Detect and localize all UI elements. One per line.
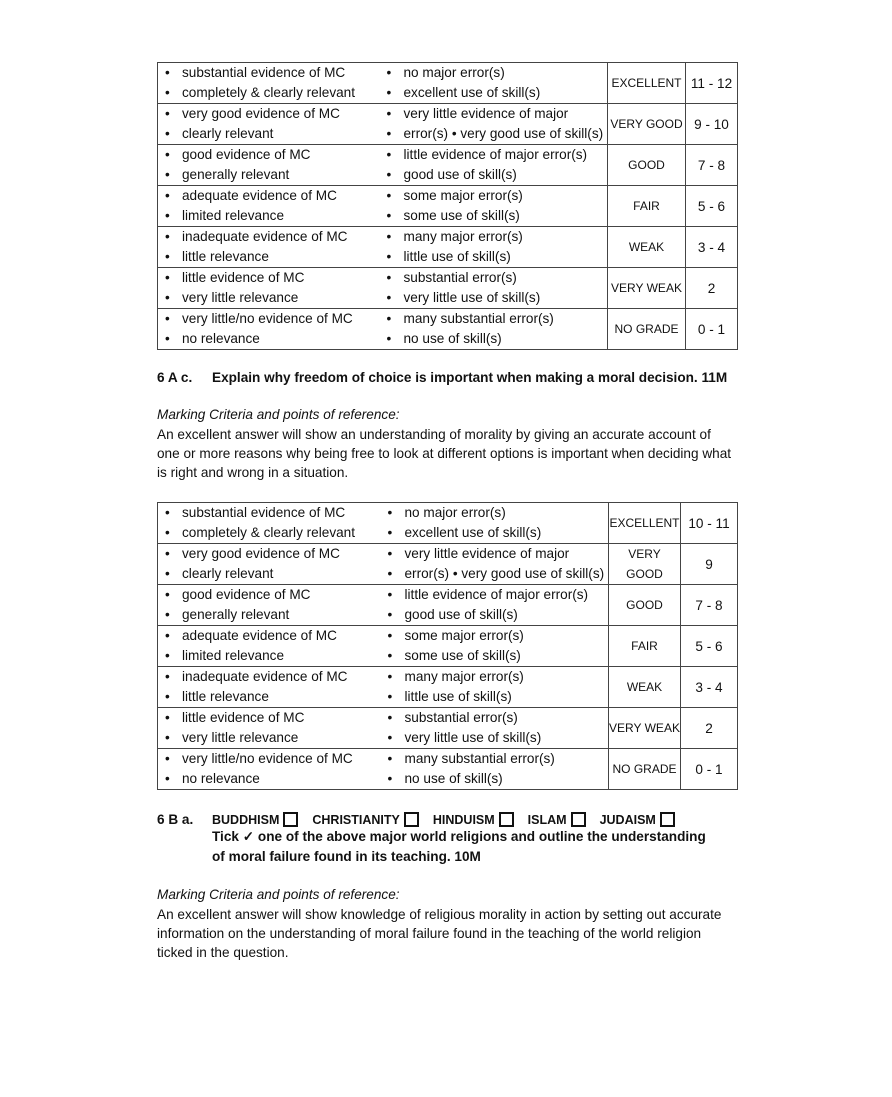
bullet-item: • completely & clearly relevant <box>158 523 381 543</box>
error-criteria-cell <box>380 227 608 268</box>
error-criteria-cell <box>381 544 609 585</box>
religion-label: HINDUISM <box>432 812 495 827</box>
bullet-item: • no relevance <box>158 329 380 349</box>
bullet-list <box>380 227 608 267</box>
bullet-item: • very little evidence of major <box>380 104 608 124</box>
bullet-item: • limited relevance <box>158 206 380 226</box>
mc-criteria-cell <box>158 503 381 544</box>
mc-criteria-cell <box>158 104 380 145</box>
mc-criteria-cell <box>158 309 380 350</box>
bullet-item: • many major error(s) <box>380 227 608 247</box>
bullet-item: • substantial evidence of MC <box>158 63 380 83</box>
religion-options <box>212 812 689 827</box>
bullet-item: • some use of skill(s) <box>381 646 609 666</box>
rubric-table-2-body <box>158 503 738 790</box>
bullet-item: • excellent use of skill(s) <box>381 523 609 543</box>
grade-cell: WEAK <box>608 227 686 268</box>
checkbox-icon[interactable] <box>283 812 298 827</box>
bullet-item: • inadequate evidence of MC <box>158 667 381 687</box>
bullet-item: • error(s) • very good use of skill(s) <box>381 564 609 584</box>
grade-cell: VERY WEAK <box>608 268 686 309</box>
error-criteria-cell <box>381 585 609 626</box>
bullet-list <box>381 626 609 666</box>
grade-cell: EXCELLENT <box>608 63 686 104</box>
bullet-item: • no major error(s) <box>381 503 609 523</box>
bullet-item: • some major error(s) <box>381 626 609 646</box>
bullet-item: • good use of skill(s) <box>380 165 608 185</box>
mark-range-cell: 11 - 12 <box>686 63 738 104</box>
mc-criteria-cell <box>158 186 380 227</box>
error-criteria-cell <box>381 503 609 544</box>
mc-criteria-cell <box>158 708 381 749</box>
bullet-list <box>158 104 380 144</box>
checkbox-icon[interactable] <box>660 812 675 827</box>
bullet-item: • very little use of skill(s) <box>380 288 608 308</box>
religion-option[interactable] <box>433 812 514 827</box>
mark-range-cell: 0 - 1 <box>686 309 738 350</box>
criteria-text: An excellent answer will show knowledge of religious morality in action by setting out accurate information on the understanding of moral failure found in the teaching of the world religion ticked in the question. <box>157 907 722 960</box>
mc-criteria-cell <box>158 145 380 186</box>
bullet-item: • adequate evidence of MC <box>158 186 380 206</box>
grade-cell: FAIR <box>609 626 681 667</box>
bullet-list <box>158 544 381 584</box>
bullet-list <box>380 63 608 103</box>
grade-cell: VERY GOOD <box>608 104 686 145</box>
bullet-item: • no relevance <box>158 769 381 789</box>
grade-cell: FAIR <box>608 186 686 227</box>
error-criteria-cell <box>381 667 609 708</box>
rubric-row <box>158 268 738 309</box>
error-criteria-cell <box>381 708 609 749</box>
religion-label: ISLAM <box>527 812 567 827</box>
bullet-item: • substantial evidence of MC <box>158 503 381 523</box>
rubric-row <box>158 63 738 104</box>
rubric-row <box>158 749 738 790</box>
bullet-list <box>381 585 609 625</box>
bullet-item: • very little relevance <box>158 288 380 308</box>
mark-range-cell: 3 - 4 <box>686 227 738 268</box>
religion-option[interactable] <box>600 812 675 827</box>
bullet-item: • very good evidence of MC <box>158 544 381 564</box>
bullet-item: • some major error(s) <box>380 186 608 206</box>
grade-cell: NO GRADE <box>608 309 686 350</box>
bullet-item: • completely & clearly relevant <box>158 83 380 103</box>
bullet-list <box>380 309 608 349</box>
bullet-list <box>381 544 609 584</box>
grade-cell: EXCELLENT <box>609 503 681 544</box>
mc-criteria-cell <box>158 667 381 708</box>
mark-range-cell: 10 - 11 <box>681 503 738 544</box>
bullet-list <box>158 585 381 625</box>
question-6ba-heading <box>157 812 737 827</box>
criteria-label: Marking Criteria and points of reference: <box>157 887 400 902</box>
bullet-list <box>380 186 608 226</box>
bullet-item: • clearly relevant <box>158 564 381 584</box>
bullet-item: • very little use of skill(s) <box>381 728 609 748</box>
bullet-item: • excellent use of skill(s) <box>380 83 608 103</box>
bullet-list <box>158 626 381 666</box>
bullet-item: • little evidence of major error(s) <box>380 145 608 165</box>
bullet-item: • inadequate evidence of MC <box>158 227 380 247</box>
bullet-item: • very little relevance <box>158 728 381 748</box>
criteria-label: Marking Criteria and points of reference: <box>157 407 400 422</box>
question-line-1: Tick ✓ one of the above major world religions and outline the understanding <box>212 829 706 844</box>
error-criteria-cell <box>381 626 609 667</box>
mc-criteria-cell <box>158 227 380 268</box>
bullet-item: • many major error(s) <box>381 667 609 687</box>
rubric-row <box>158 186 738 227</box>
rubric-row <box>158 503 738 544</box>
bullet-list <box>158 186 380 226</box>
question-number: 6 B a. <box>157 812 194 827</box>
question-text: Explain why freedom of choice is important when making a moral decision. 11M <box>212 370 728 385</box>
bullet-item: • generally relevant <box>158 165 380 185</box>
mark-range-cell: 5 - 6 <box>681 626 738 667</box>
bullet-item: • no use of skill(s) <box>381 769 609 789</box>
bullet-list <box>158 749 381 789</box>
marking-scheme-page <box>157 62 737 962</box>
grade-cell: VERY GOOD <box>609 544 681 585</box>
bullet-list <box>380 145 608 185</box>
mc-criteria-cell <box>158 749 381 790</box>
bullet-list <box>158 667 381 707</box>
bullet-item: • little use of skill(s) <box>380 247 608 267</box>
religion-option[interactable] <box>528 812 586 827</box>
bullet-item: • many substantial error(s) <box>380 309 608 329</box>
bullet-list <box>380 104 608 144</box>
bullet-list <box>158 145 380 185</box>
religion-label: BUDDHISM <box>212 812 280 827</box>
question-line-2: of moral failure found in its teaching. 10M <box>212 849 481 864</box>
error-criteria-cell <box>381 749 609 790</box>
mc-criteria-cell <box>158 63 380 104</box>
bullet-item: • no major error(s) <box>380 63 608 83</box>
bullet-item: • good evidence of MC <box>158 145 380 165</box>
bullet-list <box>381 708 609 748</box>
bullet-list <box>381 749 609 789</box>
bullet-list <box>158 227 380 267</box>
rubric-table-1-body <box>158 63 738 350</box>
error-criteria-cell <box>380 186 608 227</box>
rubric-row <box>158 585 738 626</box>
bullet-list <box>158 63 380 103</box>
rubric-row <box>158 667 738 708</box>
rubric-row <box>158 708 738 749</box>
rubric-row <box>158 227 738 268</box>
question-number: 6 A c. <box>157 370 193 385</box>
grade-cell: VERY WEAK <box>609 708 681 749</box>
error-criteria-cell <box>380 104 608 145</box>
bullet-list <box>158 268 380 308</box>
mark-range-cell: 2 <box>686 268 738 309</box>
bullet-item: • little relevance <box>158 247 380 267</box>
religion-label: JUDAISM <box>599 812 656 827</box>
bullet-list <box>380 268 608 308</box>
rubric-row <box>158 145 738 186</box>
grade-cell: GOOD <box>608 145 686 186</box>
bullet-item: • very little/no evidence of MC <box>158 309 380 329</box>
mc-criteria-cell <box>158 626 381 667</box>
bullet-item: • adequate evidence of MC <box>158 626 381 646</box>
mc-criteria-cell <box>158 268 380 309</box>
error-criteria-cell <box>380 63 608 104</box>
grade-cell: WEAK <box>609 667 681 708</box>
bullet-list <box>158 503 381 543</box>
bullet-item: • some use of skill(s) <box>380 206 608 226</box>
mark-range-cell: 3 - 4 <box>681 667 738 708</box>
checkbox-icon[interactable] <box>404 812 419 827</box>
bullet-list <box>158 309 380 349</box>
bullet-item: • no use of skill(s) <box>380 329 608 349</box>
question-6ba-text <box>157 827 737 867</box>
error-criteria-cell <box>380 268 608 309</box>
bullet-item: • generally relevant <box>158 605 381 625</box>
mark-range-cell: 7 - 8 <box>681 585 738 626</box>
bullet-item: • error(s) • very good use of skill(s) <box>380 124 608 144</box>
bullet-item: • good evidence of MC <box>158 585 381 605</box>
mc-criteria-cell <box>158 544 381 585</box>
rubric-row <box>158 309 738 350</box>
mark-range-cell: 9 - 10 <box>686 104 738 145</box>
rubric-row <box>158 544 738 585</box>
mark-range-cell: 0 - 1 <box>681 749 738 790</box>
grade-cell: GOOD <box>609 585 681 626</box>
mc-criteria-cell <box>158 585 381 626</box>
rubric-row <box>158 104 738 145</box>
bullet-item: • many substantial error(s) <box>381 749 609 769</box>
mark-range-cell: 7 - 8 <box>686 145 738 186</box>
religion-label: CHRISTIANITY <box>312 812 400 827</box>
error-criteria-cell <box>380 145 608 186</box>
question-6ac-heading <box>157 370 737 385</box>
rubric-table-2 <box>157 502 738 790</box>
bullet-item: • very little evidence of major <box>381 544 609 564</box>
checkbox-icon[interactable] <box>499 812 514 827</box>
bullet-item: • little use of skill(s) <box>381 687 609 707</box>
mark-range-cell: 9 <box>681 544 738 585</box>
religion-option[interactable] <box>312 812 419 827</box>
bullet-item: • little relevance <box>158 687 381 707</box>
mark-range-cell: 2 <box>681 708 738 749</box>
grade-cell: NO GRADE <box>609 749 681 790</box>
checkbox-icon[interactable] <box>571 812 586 827</box>
bullet-item: • limited relevance <box>158 646 381 666</box>
bullet-item: • clearly relevant <box>158 124 380 144</box>
religion-option[interactable] <box>212 812 298 827</box>
rubric-row <box>158 626 738 667</box>
mark-range-cell: 5 - 6 <box>686 186 738 227</box>
bullet-item: • little evidence of MC <box>158 708 381 728</box>
bullet-item: • substantial error(s) <box>381 708 609 728</box>
rubric-table-1 <box>157 62 738 350</box>
criteria-text: An excellent answer will show an understanding of morality by giving an accurate account of one or more reasons why being free to look at different options is important when deciding what is right and wrong in a situation. <box>157 427 732 480</box>
bullet-item: • good use of skill(s) <box>381 605 609 625</box>
bullet-list <box>381 667 609 707</box>
bullet-item: • little evidence of MC <box>158 268 380 288</box>
bullet-item: • substantial error(s) <box>380 268 608 288</box>
bullet-list <box>381 503 609 543</box>
bullet-list <box>158 708 381 748</box>
bullet-item: • very little/no evidence of MC <box>158 749 381 769</box>
bullet-item: • little evidence of major error(s) <box>381 585 609 605</box>
error-criteria-cell <box>380 309 608 350</box>
bullet-item: • very good evidence of MC <box>158 104 380 124</box>
